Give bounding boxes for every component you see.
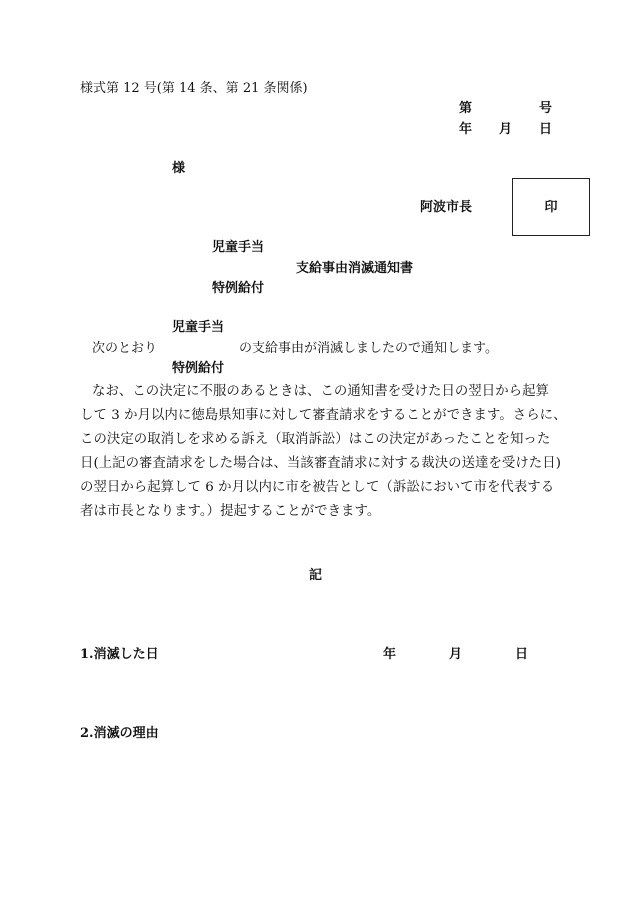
item1-year: 年 [383, 647, 397, 662]
item1-day: 日 [515, 647, 529, 662]
notice-line: して 3 か月以内に徳島県知事に対して審査請求をすることができます。さらに、 [80, 408, 567, 423]
notice-line: 者は市長となります。）提起することができます。 [80, 504, 381, 519]
doc-number-suffix: 号 [539, 101, 553, 116]
addressee-suffix: 様 [172, 161, 186, 176]
ki-heading: 記 [309, 568, 323, 583]
seal-label: 印 [544, 200, 558, 215]
date-day: 日 [539, 122, 553, 137]
item1-label: 1.消滅した日 [80, 647, 159, 662]
notice-paragraph [80, 380, 567, 524]
title-option-upper: 児童手当 [212, 240, 265, 255]
notice-line: 日(上記の審査請求をした場合は、当該審査請求に対する裁決の送達を受けた日) [80, 456, 561, 471]
notice-line: の翌日から起算して 6 か月以内に市を被告として（訴訟において市を代表する [80, 480, 555, 495]
date-month: 月 [499, 122, 513, 137]
form-reference: 様式第 12 号(第 14 条、第 21 条関係) [80, 81, 308, 96]
date-year: 年 [459, 122, 473, 137]
statement-option-upper: 児童手当 [172, 320, 225, 335]
statement-suffix: の支給事由が消滅しましたので通知します。 [239, 341, 498, 356]
title-option-lower: 特例給付 [212, 281, 265, 296]
statement-option-lower: 特例給付 [172, 361, 225, 376]
issuer-name: 阿波市長 [420, 200, 473, 215]
document-title: 支給事由消滅通知書 [296, 261, 414, 276]
statement-prefix: 次のとおり [92, 341, 158, 356]
notice-line: なお、この決定に不服のあるときは、この通知書を受けた日の翌日から起算 [92, 384, 549, 399]
item1-month: 月 [449, 647, 463, 662]
seal-box [512, 178, 590, 236]
notice-line: この決定の取消しを求める訴え（取消訴訟）はこの決定があったことを知った [80, 432, 551, 447]
item2-label: 2.消滅の理由 [80, 726, 159, 741]
doc-number-prefix: 第 [459, 101, 473, 116]
